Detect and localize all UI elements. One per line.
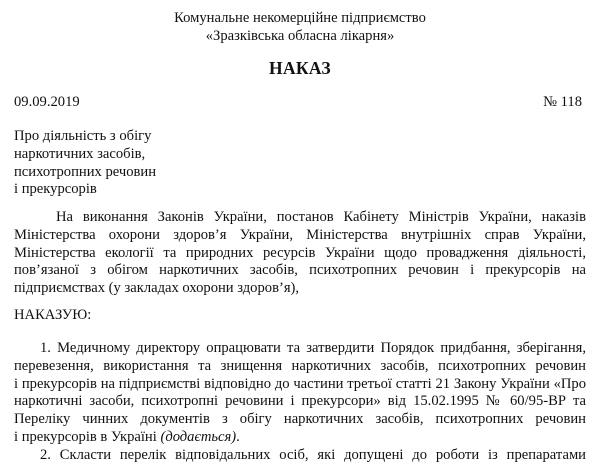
attachment-note: (додається) bbox=[160, 428, 237, 445]
item-line: Переліку чинних документів з обігу наркотичних засобів, психотропних речовин bbox=[14, 411, 586, 428]
subject-line: наркотичних засобів, bbox=[14, 145, 146, 162]
preamble-line: Міністерства екології та природних ресурсів України щодо провадження діяльності, bbox=[14, 244, 586, 261]
item-line: перевезення, використання та знищення наркотичних засобів, психотропних речовин bbox=[14, 357, 586, 374]
document-number: № 118 bbox=[543, 94, 582, 110]
item-line: наркотичні засоби, психотропні речовини і прекурсори» від 15.02.1995 № 60/95-ВР та bbox=[14, 393, 586, 410]
document-title: НАКАЗ bbox=[269, 58, 331, 78]
organization-header bbox=[14, 10, 586, 46]
org-name-line2: «Зразківська обласна лікарня» bbox=[205, 28, 395, 44]
item-line: 1. Медичному директору опрацювати та затвердити Порядок придбання, зберігання, bbox=[40, 340, 586, 356]
preamble-paragraph bbox=[14, 209, 586, 298]
subject-line: Про діяльність з обігу bbox=[14, 128, 152, 144]
item-line-text: і прекурсорів в Україні bbox=[14, 428, 161, 445]
item-line-end: . bbox=[236, 428, 240, 445]
org-name-line1: Комунальне некомерційне підприємство bbox=[174, 10, 426, 26]
subject-line: психотропних речовин bbox=[14, 163, 157, 180]
item-line-final bbox=[14, 429, 586, 447]
item-line: 2. Скласти перелік відповідальних осіб, які допущені до роботи із препаратами bbox=[40, 446, 586, 463]
preamble-line: Міністерства охорони здоров’я України, Міністерства внутрішніх справ України, bbox=[14, 226, 586, 243]
preamble-line: На виконання Законів України, постанов Кабінету Міністрів України, наказів bbox=[56, 209, 586, 225]
order-heading: НАКАЗУЮ: bbox=[14, 307, 92, 323]
document-meta bbox=[14, 94, 586, 112]
subject-line: і прекурсорів bbox=[14, 181, 97, 198]
preamble-line: підприємствах (у закладах охорони здоров’я), bbox=[14, 280, 300, 297]
document-subject bbox=[14, 128, 156, 199]
item-line: і прекурсорів на підприємстві відповідно до частини третьої статті 21 Закону України «Про bbox=[14, 375, 586, 392]
order-item-2 bbox=[14, 447, 586, 465]
preamble-line: пов’язаної з обігом наркотичних засобів, психотропних речовин і прекурсорів на bbox=[14, 262, 586, 279]
order-item-1 bbox=[14, 340, 586, 447]
document-date: 09.09.2019 bbox=[14, 94, 80, 110]
order-items bbox=[14, 340, 586, 465]
